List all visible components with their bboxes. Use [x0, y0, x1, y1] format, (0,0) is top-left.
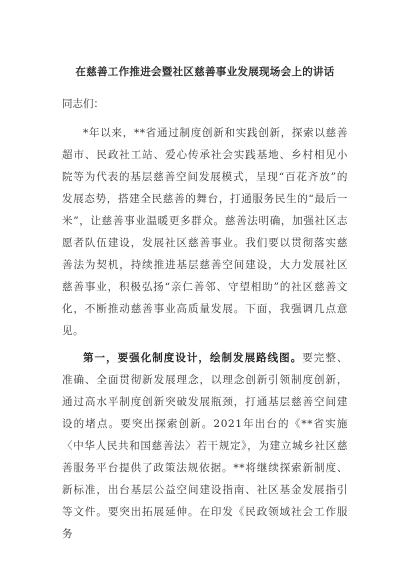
paragraph-text: *年以来，**省通过制度创新和实践创新，探索以慈善超市、民政社工站、爱心传承社会实践基地、乡村相见小院等为代表的基层慈善空间发展模式，呈现“百花齐放”的发展态势，搭建全民慈善的舞台，打通服务民生的“最后一米”，让慈善事业温暖更多群众。慈善法明确，加强社区志愿者队伍建设，发展社区慈善事业。我们要以贯彻落实慈善法为契机，持续推进基层慈善空间建设，大力发展社区慈善事业，积极弘扬“亲仁善邻、守望相助”的社区慈善文化，不断推动慈善事业高质量发展。下面，我强调几点意见。 — [62, 127, 348, 337]
paragraph-lead: 第一，要强化制度设计，绘制发展路线图。 — [83, 352, 303, 364]
document-title: 在慈善工作推进会暨社区慈善事业发展现场会上的讲话 — [75, 66, 335, 78]
paragraph-text: 要完整、准确、全面贯彻新发展理念，以理念创新引领制度创新，通过高水平制度创新突破发展瓶颈，打通基层慈善空间建设的堵点。要突出探索创新。2021年出台的《**省实施〈中华人民共和国慈善法〉若干规定》，为建立城乡社区慈善服务平台提供了政策法规依据。**将继续探索新制度、新标准，出台基层公益空间建设指南、社区基金发展指引等文件。要突出拓展延伸。在印发《民政领域社会工作服务 — [62, 352, 348, 540]
salutation: 同志们： — [62, 98, 104, 110]
paragraph-first-point — [62, 347, 348, 545]
paragraph-intro — [62, 122, 348, 342]
